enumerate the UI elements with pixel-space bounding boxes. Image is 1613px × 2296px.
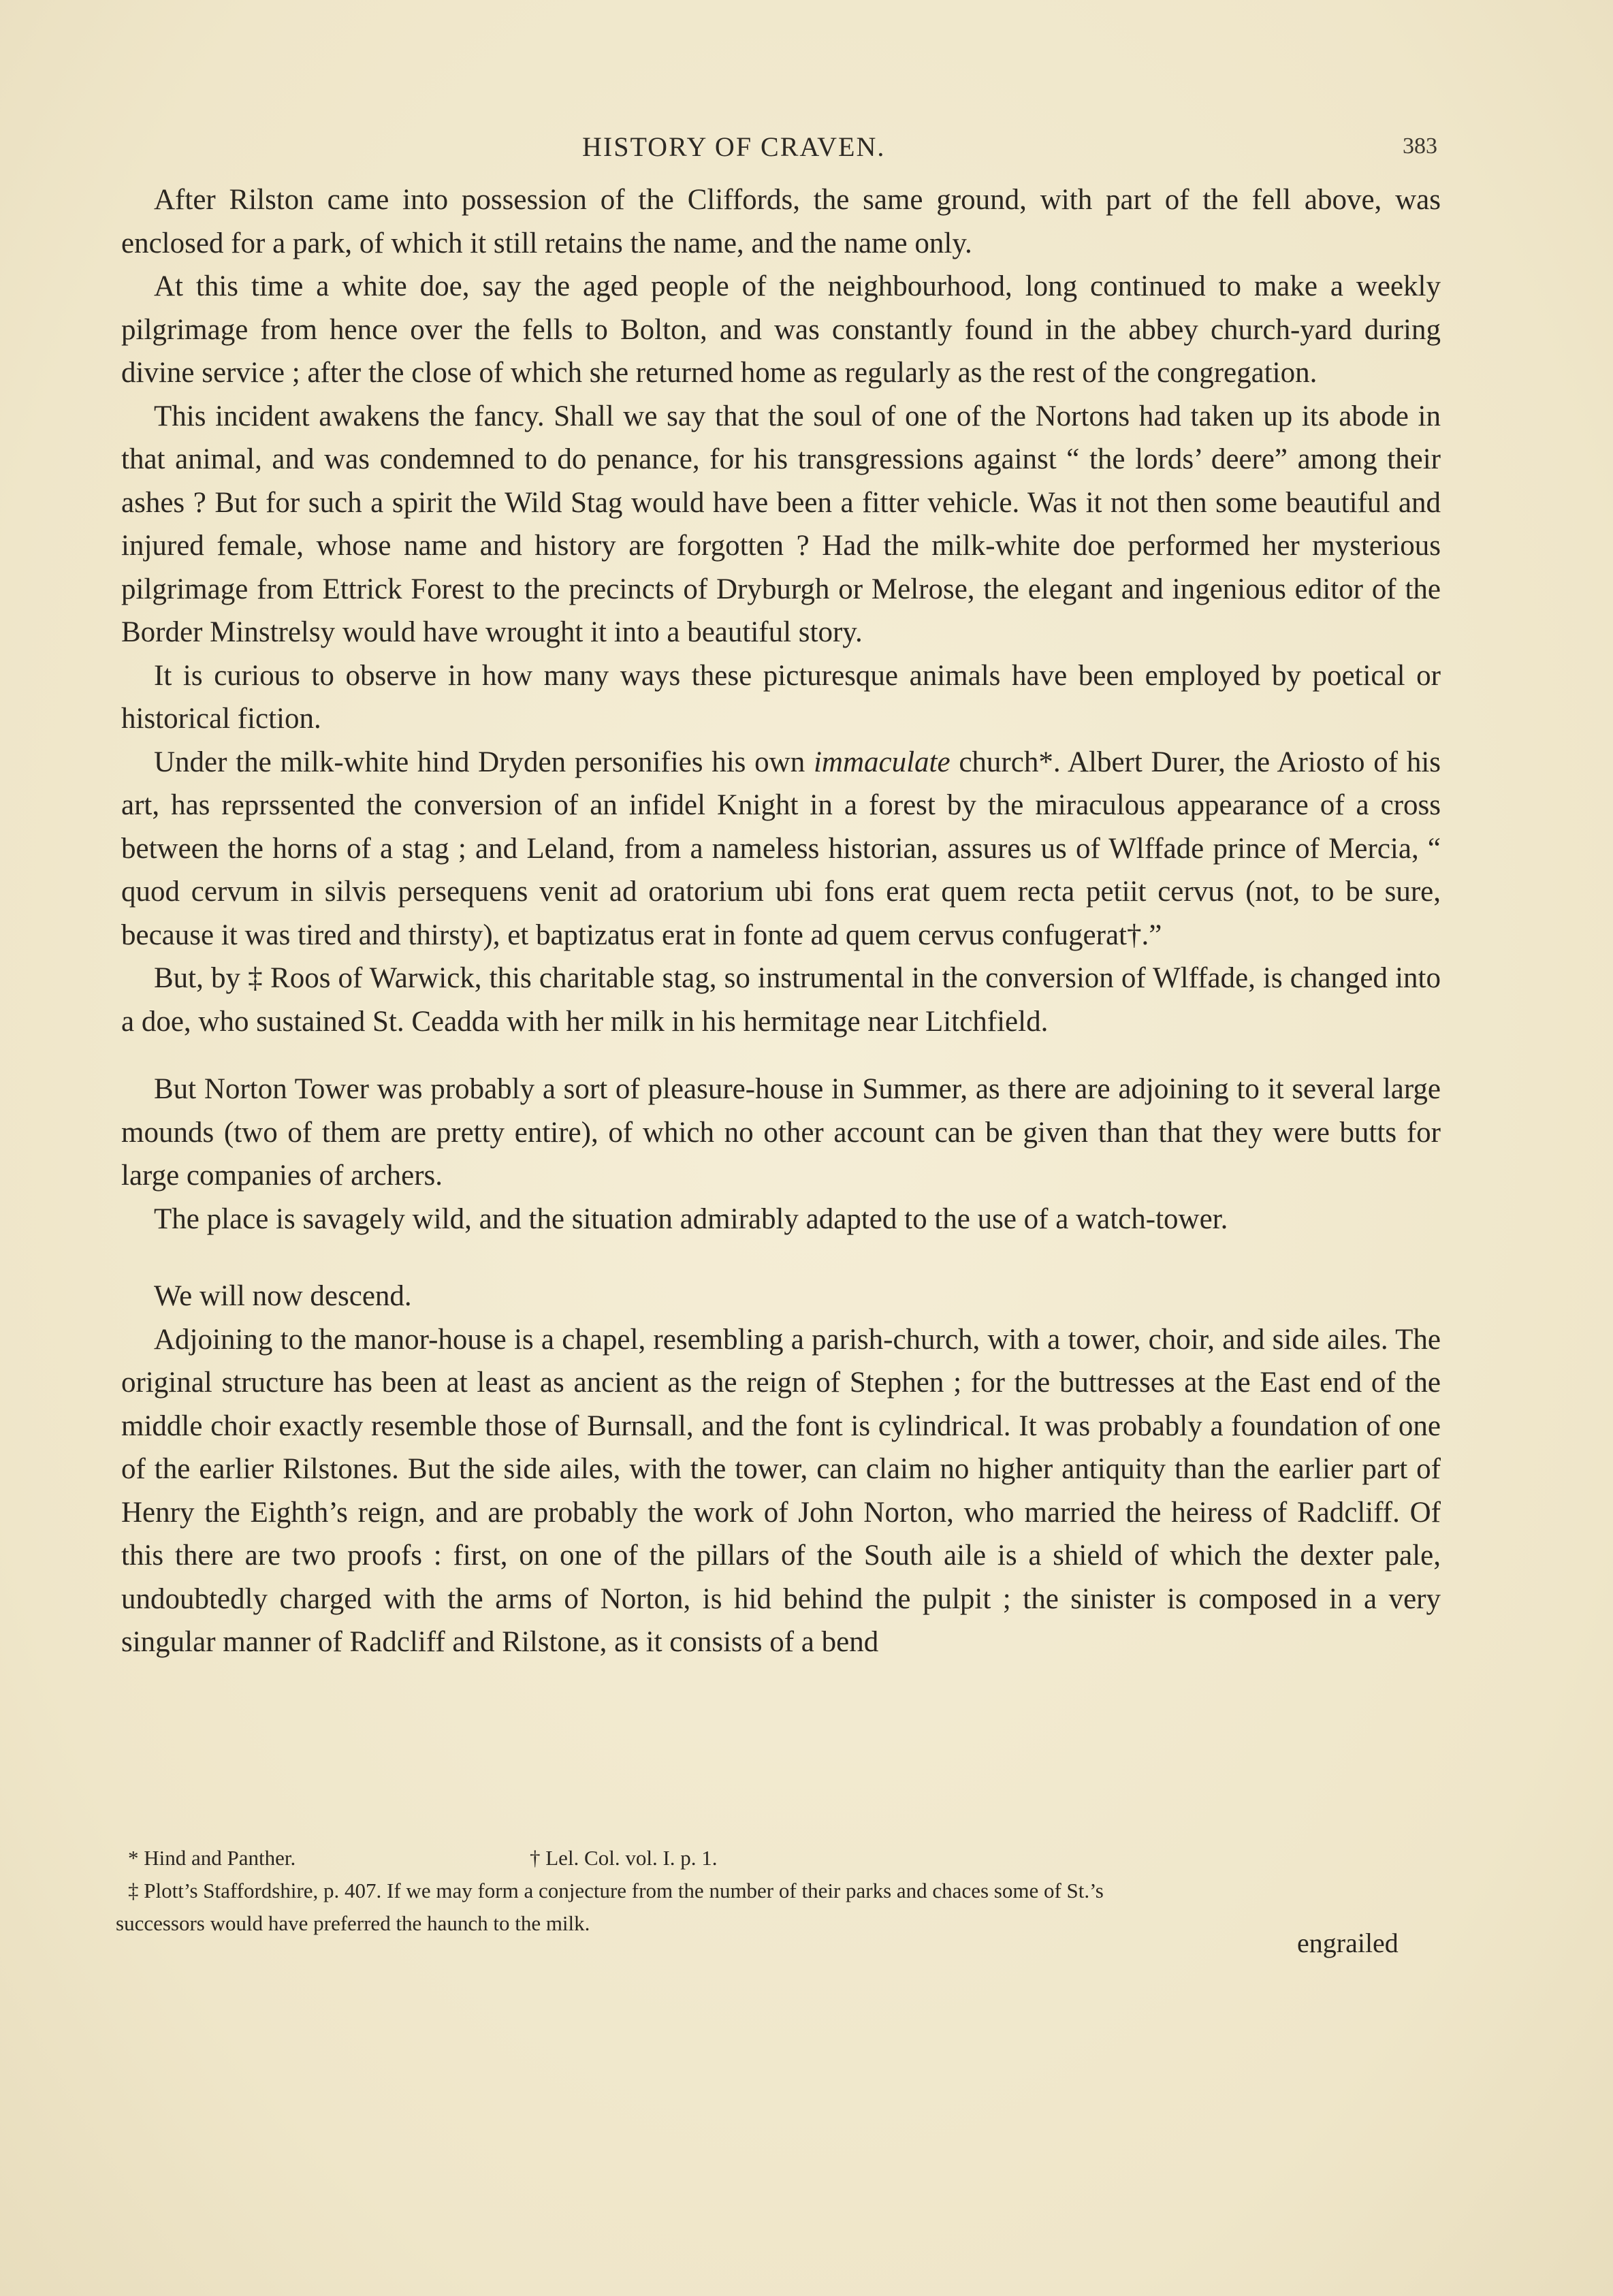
paragraph-white-doe: At this time a white doe, say the aged people of the neighbourhood, long continued to make a weekly pilgrimage from hence over the fells to Bolton, and was constantly found in the abbey church-yard during divine service ; after the close of which she returned home as regularly as the rest of the congregation. xyxy=(121,270,1441,389)
paragraph-descend: We will now descend. xyxy=(154,1280,412,1312)
footnote-hind-panther: * Hind and Panther. xyxy=(128,1846,296,1870)
page-number: 383 xyxy=(1403,133,1437,159)
body-text xyxy=(121,178,1441,1664)
footnote-plott: ‡ Plott’s Staffordshire, p. 407. If we may form a conjecture from the number of their parks and chaces some of St.’s xyxy=(128,1879,1104,1902)
paragraph-picturesque-animals: It is curious to observe in how many ways these picturesque animals have been employed by poetical or historical fiction. xyxy=(121,659,1441,735)
footnote-plott-continued: successors would have preferred the haunch to the milk. xyxy=(116,1911,590,1935)
footnote-leland: † Lel. Col. vol. I. p. 1. xyxy=(530,1846,718,1870)
paragraph-norton-tower: But Norton Tower was probably a sort of pleasure-house in Summer, as there are adjoining to it several large mounds (two of them are pretty entire), of which no other account can be given than that they were butts for large companies of archers. xyxy=(121,1073,1441,1192)
paragraph-incident-fancy: This incident awakens the fancy. Shall we say that the soul of one of the Nortons had taken up its abode in that animal, and was condemned to do penance, for his transgressions against “ the lords’ deere” among their ashes ? But for such a spirit the Wild Stag would have been a fitter vehicle. Was it not then some beautiful and injured female, whose name and history are forgotten ? Had the milk-white doe performed her mysterious pilgrimage from Ettrick Forest to the precincts of Dryburgh or Melrose, the elegant and ingenious editor of the Border Minstrelsy would have wrought it into a beautiful story. xyxy=(121,400,1441,648)
footnotes xyxy=(116,1842,1443,1940)
paragraph-rilston-park: After Rilston came into possession of the Cliffords, the same ground, with part of the fell above, was enclosed for a park, of which it still retains the name, and the name only. xyxy=(121,184,1441,259)
catchword: engrailed xyxy=(1297,1928,1399,1958)
paragraph-chapel: Adjoining to the manor-house is a chapel, resembling a parish-church, with a tower, choir, and side ailes. The original structure has been at least as ancient as the reign of Stephen ; for the buttresses at the East end of the middle choir exactly resemble those of Burnsall, and the font is cylindrical. It was probably a foundation of one of the earlier Rilstones. But the side ailes, with the tower, can claim no higher antiquity than the earlier part of Henry the Eighth’s reign, and are probably the work of John Norton, who married the heiress of Radcliff. Of this there are two proofs : first, on one of the pillars of the South aile is a shield of which the dexter pale, undoubtedly charged with the arms of Norton, is hid behind the pulpit ; the sinister is composed in a very singular manner of Radcliff and Rilstone, as it consists of a bend xyxy=(121,1323,1441,1658)
dryden-text-before: Under the milk-white hind Dryden personifies his own xyxy=(154,746,814,778)
footnote-row xyxy=(116,1842,1443,1875)
paragraph-roos: But, by ‡ Roos of Warwick, this charitable stag, so instrumental in the conversion of Wlffade, is changed into a doe, who sustained St. Ceadda with her milk in his hermitage near Litchfield. xyxy=(121,962,1441,1038)
paragraph-savagely-wild: The place is savagely wild, and the situation admirably adapted to the use of a watch-tower. xyxy=(154,1202,1228,1235)
dryden-text-after: church*. Albert Durer, the Ariosto of his art, has reprssented the conversion of an infidel Knight in a forest by the miraculous appearance of a cross between the horns of a stag ; and Leland, from a nameless historian, assures us of Wlffade prince of Mercia, “ quod cervum in silvis persequens venit ad oratorium ubi fons erat quem recta petiit cervus (not, to be sure, because it was tired and thirsty), et baptizatus erat in fonte ad quem cervus confugerat†.” xyxy=(121,746,1441,951)
immaculate-emphasis: immaculate xyxy=(813,746,951,778)
paragraph-dryden xyxy=(121,741,1441,957)
running-head: HISTORY OF CRAVEN. xyxy=(582,131,886,162)
